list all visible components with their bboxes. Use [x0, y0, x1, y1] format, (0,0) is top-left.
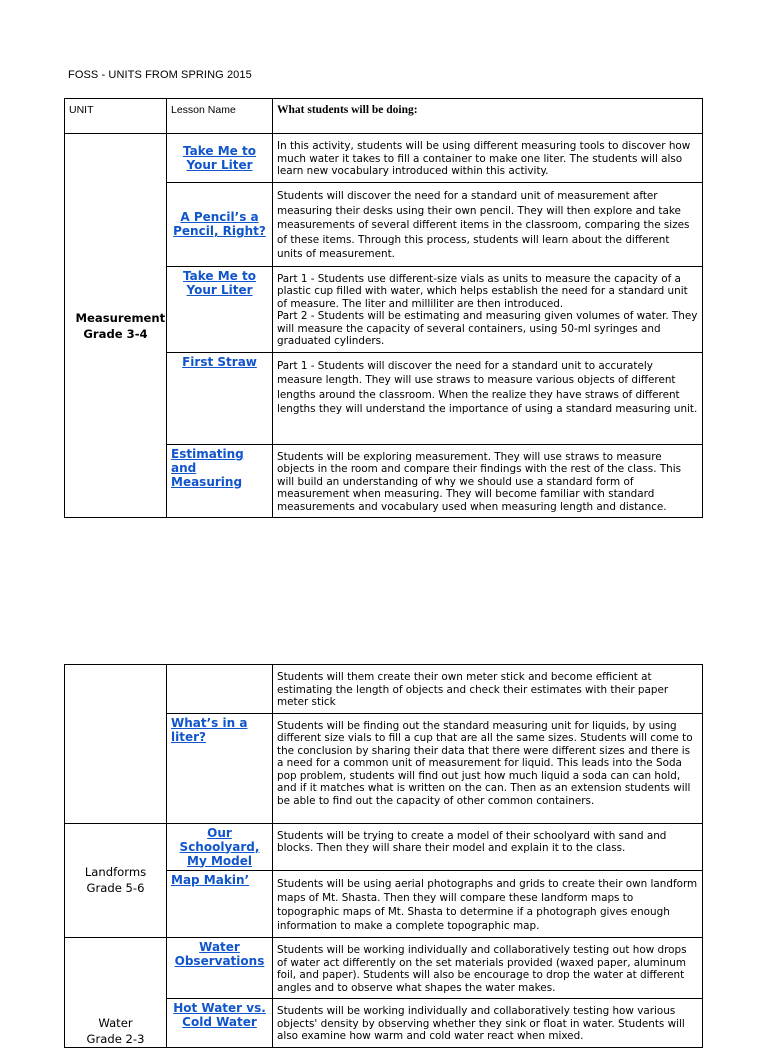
- lesson-cell: [167, 871, 273, 938]
- description-cell: In this activity, students will be using different measuring tools to discover how much water it takes to fill a container to make one liter. The students will also learn new vocabulary introduced within this activity.: [273, 134, 703, 183]
- description-part-1: Part 1 - Students use different-size vials as units to measure the capacity of a plastic cup filled with water, which helps establish the need for a standard unit of measure. The liter and milliliter are then introduced.: [277, 272, 688, 310]
- description-text: Students will discover the need for a standard unit of measurement after measuring their desks using their own pencil. They will then explore and take measurements of several different items in the classroom, comparing the sizes of these items. Through this process, students will learn about the different units of measurement.: [277, 190, 690, 260]
- lesson-cell: [167, 266, 273, 352]
- description-text: Part 1 - Students will discover the need for a standard unit to accurately measure length. They will use straws to measure various objects of different lengths around the classroom. When the realize they have straws of different lengths they will understand the importance of using a standard measuring unit.: [277, 359, 698, 415]
- unit-measurement: [65, 134, 167, 518]
- unit-water: [65, 938, 167, 1048]
- description-cell: [273, 266, 703, 352]
- table-row: [65, 938, 703, 999]
- lesson-cell: [167, 999, 273, 1048]
- description-cell: Students will be trying to create a model of their schoolyard with sand and blocks. Then they will share their model and explain it to the class.: [273, 823, 703, 871]
- lesson-cell: [167, 444, 273, 518]
- description-cell: [273, 183, 703, 267]
- description-cell: Students will be exploring measurement. They will use straws to measure objects in the room and compare their findings with the rest of the class. This will build an understanding of why we should use a standard form of measurement when measuring. They will become familiar with standard measurements and vocabulary used when measuring length and distance.: [273, 444, 703, 518]
- table-row: [65, 134, 703, 183]
- lesson-link[interactable]: Our Schoolyard, My Model: [179, 825, 260, 868]
- units-table-1: [64, 98, 703, 518]
- lesson-link[interactable]: Take Me to Your Liter: [183, 268, 256, 297]
- unit-landforms: [65, 823, 167, 938]
- lesson-cell: [167, 134, 273, 183]
- document-title: FOSS - UNITS FROM SPRING 2015: [68, 69, 252, 81]
- description-part-2: Part 2 - Students will be estimating and measuring given volumes of water. They will measure the capacity of several containers, using 50-ml syringes and graduated cylinders.: [277, 310, 698, 347]
- table-row: [65, 665, 703, 714]
- header-unit: UNIT: [65, 99, 167, 134]
- lesson-link[interactable]: A Pencil’s a Pencil, Right?: [173, 210, 266, 238]
- description-cell: [273, 871, 703, 938]
- header-description: What students will be doing:: [273, 99, 703, 134]
- lesson-link[interactable]: What’s in a liter?: [171, 715, 248, 744]
- lesson-cell: [167, 938, 273, 999]
- description-cell: Students will them create their own meter stick and become efficient at estimating the length of objects and check their estimates with their paper meter stick: [273, 665, 703, 714]
- lesson-link[interactable]: Water Observations: [174, 940, 265, 968]
- lesson-cell-empty: [167, 665, 273, 714]
- unit-label: Measurement Grade 3-4: [75, 310, 166, 341]
- lesson-link[interactable]: First Straw: [182, 354, 257, 369]
- header-lesson: Lesson Name: [167, 99, 273, 134]
- unit-label: Water Grade 2-3: [86, 1015, 145, 1046]
- unit-cell-empty: [65, 665, 167, 824]
- description-text: Students will be using aerial photographs and grids to create their own landform maps of Mt. Shasta. Then they will compare these landform maps to topographic maps of Mt. Shasta to determine if a photograph gives enough information to make a complete topographic map.: [277, 878, 698, 932]
- table-row: [65, 823, 703, 871]
- lesson-link[interactable]: Take Me to Your Liter: [183, 144, 256, 172]
- lesson-link[interactable]: Map Makin’: [171, 873, 250, 887]
- description-cell: Students will be working individually and collaboratively testing out how drops of water act differently on the set materials provided (waxed paper, aluminum foil, and paper). Students will also be encourage to drop the water at different angles and to observe what shapes the water makes.: [273, 938, 703, 999]
- header-row: [65, 99, 703, 134]
- description-cell: [273, 352, 703, 444]
- description-cell: Students will be finding out the standard measuring unit for liquids, by using different size vials to fill a cup that are all the same sizes. Students will come to the conclusion by sharing their data that there were different sizes and there is a need for a common unit of measurement for liquid. This leads into the Soda pop problem, students will find out just how much liquid a soda can can hold, and if it matches what is written on the can. Then as an extension students will be able to find out the capacity of other common containers.: [273, 713, 703, 823]
- lesson-cell: [167, 713, 273, 823]
- lesson-link[interactable]: Estimating and Measuring: [171, 446, 244, 489]
- lesson-cell: [167, 352, 273, 444]
- unit-label: Landforms Grade 5-6: [84, 865, 147, 896]
- lesson-cell: [167, 823, 273, 871]
- lesson-cell: [167, 183, 273, 267]
- description-cell: Students will be working individually and collaboratively testing how various objects' density by observing whether they sink or float in water. Students will also examine how warm and cold water react when mixed.: [273, 999, 703, 1048]
- units-table-2: [64, 664, 703, 1048]
- lesson-link[interactable]: Hot Water vs. Cold Water: [173, 1001, 266, 1029]
